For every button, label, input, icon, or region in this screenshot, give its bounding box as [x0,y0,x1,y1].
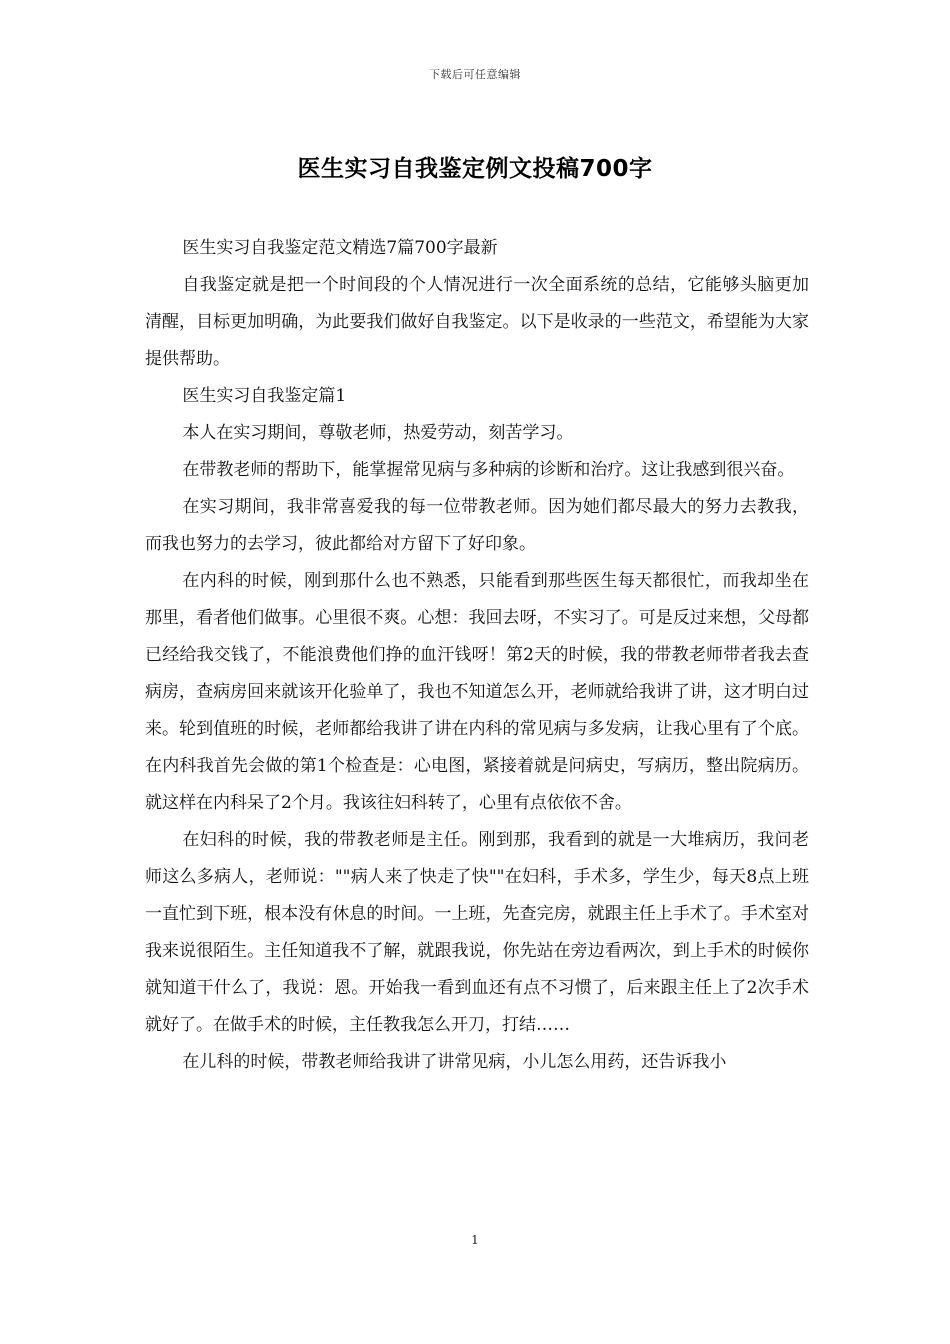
body-paragraph: 本人在实习期间，尊敬老师，热爱劳动，刻苦学习。 [182,423,574,443]
header-note: 下载后可任意编辑 [429,68,521,81]
document-body [145,230,809,1081]
section-heading: 医生实习自我鉴定篇1 [182,386,347,406]
body-paragraph: 在妇科的时候，我的带教老师是主任。刚到那，我看到的就是一大堆病历，我问老师这么多病人，老师说：""病人来了快走了快""在妇科，手术多，学生少，每天8点上班一直忙到下班，根本没有休息的时间。一上班，先查完房，就跟主任上手术了。手术室对我来说很陌生。主任知道我不了解，就跟我说，你先站在旁边看两次，到上手术的时候你就知道干什么了，我说：恩。开始我一看到血还有点不习惯了，后来跟主任上了2次手术就好了。在做手术的时候，主任教我怎么开刀，打结…… [145,830,809,1035]
page-number: 1 [471,1233,479,1247]
subtitle-paragraph: 医生实习自我鉴定范文精选7篇700字最新 [182,238,498,258]
body-paragraph: 在儿科的时候，带教老师给我讲了讲常见病，小儿怎么用药，还告诉我小 [182,1052,727,1072]
body-paragraph: 在实习期间，我非常喜爱我的每一位带教老师。因为她们都尽最大的努力去教我，而我也努力的去学习，彼此都给对方留下了好印象。 [145,497,809,554]
body-paragraph: 在带教老师的帮助下，能掌握常见病与多种病的诊断和治疗。这让我感到很兴奋。 [182,460,795,480]
intro-paragraph: 自我鉴定就是把一个时间段的个人情况进行一次全面系统的总结，它能够头脑更加清醒，目标更加明确，为此要我们做好自我鉴定。以下是收录的一些范文，希望能为大家提供帮助。 [145,275,809,369]
body-paragraph: 在内科的时候，刚到那什么也不熟悉，只能看到那些医生每天都很忙，而我却坐在那里，看者他们做事。心里很不爽。心想：我回去呀，不实习了。可是反过来想，父母都已经给我交钱了，不能浪费他们挣的血汗钱呀！第2天的时候，我的带教老师带者我去查病房，查病房回来就该开化验单了，我也不知道怎么开，老师就给我讲了讲，这才明白过来。轮到值班的时候，老师都给我讲了讲在内科的常见病与多发病，让我心里有了个底。在内科我首先会做的第1个检查是：心电图，紧接着就是问病史，写病历，整出院病历。就这样在内科呆了2个月。我该往妇科转了，心里有点依依不舍。 [145,571,809,813]
document-title: 医生实习自我鉴定例文投稿700字 [297,156,653,182]
